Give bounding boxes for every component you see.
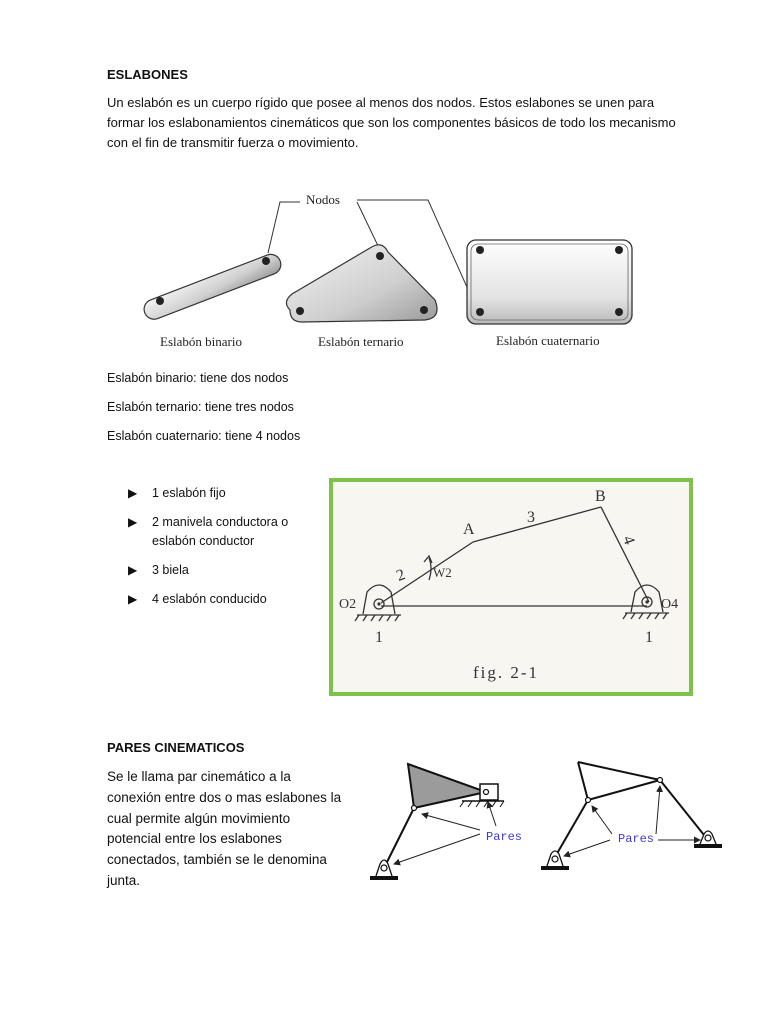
quaternary-node [476, 308, 484, 316]
intro-line: formar los eslabonamientos cinemáticos que son los componentes básicos de todo los mecanismo [107, 115, 676, 130]
nodes-label: Nodos [306, 192, 340, 207]
pares-label-right: Pares [618, 832, 655, 846]
four-bar-figure-frame [329, 478, 693, 696]
quaternary-node [615, 246, 623, 254]
list-item: ▶ 4 eslabón conducido [128, 590, 318, 609]
pairs-mechanism-left [370, 764, 522, 880]
list-item: ▶ 3 biela [128, 561, 318, 580]
joint-label-b: B [595, 488, 606, 505]
quaternary-node [476, 246, 484, 254]
pairs-line: Se le llama par cinemático a la [107, 769, 291, 784]
quaternary-link [467, 240, 632, 324]
angular-velocity-label: W2 [433, 565, 452, 580]
pivot-label-o2: O2 [339, 597, 357, 612]
pares-label-left: Pares [486, 830, 523, 844]
ternary-link [286, 245, 437, 322]
pairs-line: junta. [107, 872, 141, 888]
triangle-bullet-icon: ▶ [128, 592, 138, 606]
mechanism-parts-list [128, 484, 318, 619]
ground-label-left: 1 [375, 629, 383, 646]
pairs-line: conexión entre dos o mas eslabones la [107, 789, 342, 805]
definition-quaternary: Eslabón cuaternario: tiene 4 nodos [107, 429, 301, 443]
intro-paragraph [107, 93, 676, 153]
ground-label-right: 1 [645, 629, 653, 646]
joint-label-a: A [463, 521, 475, 538]
coupler-link [473, 507, 601, 542]
kinematic-pairs-figure [360, 752, 730, 892]
ternary-node [296, 307, 304, 315]
binary-link [141, 252, 284, 323]
list-item: ▶ 1 eslabón fijo [128, 484, 318, 503]
link-types-figure [130, 180, 640, 360]
intro-line: Un eslabón es un cuerpo rígido que posee al menos dos nodos. Estos eslabones se unen para [107, 95, 655, 110]
figure-caption: fig. 2-1 [473, 663, 540, 682]
section-title-pares: PARES CINEMATICOS [107, 740, 245, 755]
triangle-bullet-icon: ▶ [128, 563, 138, 577]
binary-node [156, 297, 164, 305]
pairs-paragraph [107, 767, 341, 892]
binary-node [262, 257, 270, 265]
ternary-link-label: Eslabón ternario [318, 334, 404, 349]
pivot-label-o4: O4 [661, 597, 679, 612]
pairs-line: potencial entre los eslabones [107, 831, 282, 847]
link-label-3: 3 [527, 509, 535, 526]
ternary-node [376, 252, 384, 260]
ternary-node [420, 306, 428, 314]
pairs-line: cual permite algún movimiento [107, 810, 291, 826]
section-title-eslabones: ESLABONES [107, 67, 188, 82]
binary-link-label: Eslabón binario [160, 334, 242, 349]
four-bar-figure [333, 482, 689, 692]
triangle-bullet-icon: ▶ [128, 486, 138, 500]
definition-binary: Eslabón binario: tiene dos nodos [107, 371, 289, 385]
triangle-bullet-icon: ▶ [128, 515, 138, 529]
definition-ternary: Eslabón ternario: tiene tres nodos [107, 400, 294, 414]
list-item: ▶ 2 manivela conductora o eslabón conductor [128, 515, 289, 548]
link-label-2: 2 [394, 566, 408, 585]
quaternary-node [615, 308, 623, 316]
pairs-line: conectados, también se le denomina [107, 852, 327, 868]
quaternary-link-label: Eslabón cuaternario [496, 333, 600, 348]
intro-line: con el fin de transmitir fuerza o movimiento. [107, 135, 359, 150]
link-label-4: 4 [619, 533, 638, 547]
rocker-link [601, 507, 649, 602]
